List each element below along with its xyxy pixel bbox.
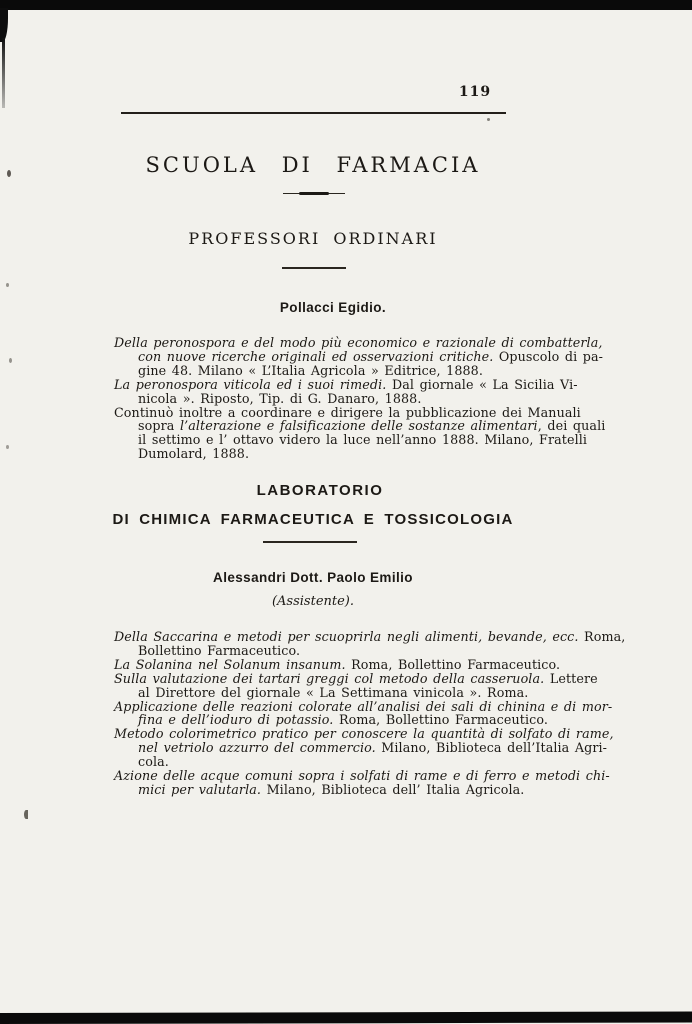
scan-speck	[24, 810, 28, 819]
bibliography-line: Della Saccarina e metodi per scuoprirla negli alimenti, bevande, ecc. Roma,	[114, 629, 626, 644]
scan-artifact-left-line	[2, 38, 5, 108]
bibliography-line: Applicazione delle reazioni colorate all’analisi dei sali di chinina e di mor-	[114, 698, 613, 714]
bibliography-line: Continuò inoltre a coordinare e dirigere la pubblicazione dei Manuali	[114, 404, 581, 420]
scan-speck	[487, 118, 490, 121]
bibliography-line: sopra l’alterazione e falsificazione delle sostanze alimentari, dei quali	[138, 418, 606, 434]
bibliography-line: il settimo e l’ ottavo videro la luce nell’anno 1888. Milano, Fratelli	[138, 432, 588, 448]
bibliography-line: con nuove ricerche originali ed osservazioni critiche. Opuscolo di pa-	[138, 348, 604, 364]
lab-section-rule	[263, 541, 357, 543]
assistant-role-label: (Assistente).	[271, 594, 355, 609]
professor-name-heading: Pollacci Egidio.	[279, 300, 387, 315]
bibliography-line: La Solanina nel Solanum insanum. Roma, Bollettino Farmaceutico.	[114, 656, 561, 672]
scan-speck	[6, 283, 9, 287]
section-rule	[282, 267, 346, 269]
bibliography-line: nel vetriolo azzurro del commercio. Milano, Biblioteca dell’Italia Agri-	[138, 740, 608, 756]
bibliography-line: Metodo colorimetrico pratico per conoscere la quantità di solfato di rame,	[114, 726, 614, 742]
assistant-name-heading: Alessandri Dott. Paolo Emilio	[213, 570, 413, 585]
bibliography-pollacci	[114, 335, 606, 462]
scan-speck	[6, 445, 9, 449]
bibliography-line: Della peronospora e del modo più economico e razionale di combatterla,	[114, 335, 603, 350]
scan-artifact-bottom-bar	[0, 1012, 692, 1024]
scan-speck	[9, 358, 12, 363]
bibliography-line: Azione delle acque comuni sopra i solfati di rame e di ferro e metodi chi-	[114, 768, 610, 784]
scan-artifact-top-bar	[0, 0, 692, 10]
bibliography-line: nicola ». Riposto, Tip. di G. Danaro, 1888.	[138, 390, 422, 406]
ornament-divider	[283, 192, 345, 196]
bibliography-line: La peronospora viticola ed i suoi rimedi. Dal giornale « La Sicilia Vi-	[114, 376, 578, 392]
page-number: 119	[458, 84, 492, 100]
bibliography-line: gine 48. Milano « L’Italia Agricola » Editrice, 1888.	[138, 362, 483, 378]
bibliography-line: mici per valutarla. Milano, Biblioteca dell’ Italia Agricola.	[138, 781, 525, 797]
page-title: SCUOLA DI FARMACIA	[145, 153, 481, 177]
lab-heading-line2: DI CHIMICA FARMACEUTICA E TOSSICOLOGIA	[112, 511, 514, 528]
bibliography-line: fina e dell’ioduro di potassio. Roma, Bollettino Farmaceutico.	[138, 712, 548, 728]
bibliography-line: al Direttore del giornale « La Settimana vinicola ». Roma.	[138, 684, 529, 700]
scan-artifact-left-edge	[0, 8, 8, 42]
bibliography-line: Sulla valutazione dei tartari greggi col metodo della casseruola. Lettere	[114, 670, 598, 686]
bibliography-line: Dumolard, 1888.	[138, 446, 250, 462]
bibliography-alessandri	[114, 629, 626, 797]
section-heading-professori-ordinari: PROFESSORI ORDINARI	[188, 229, 438, 248]
header-rule	[121, 112, 506, 114]
bibliography-line: Bollettino Farmaceutico.	[138, 642, 301, 658]
bibliography-line: cola.	[138, 754, 169, 770]
lab-heading-line1: LABORATORIO	[256, 482, 384, 499]
